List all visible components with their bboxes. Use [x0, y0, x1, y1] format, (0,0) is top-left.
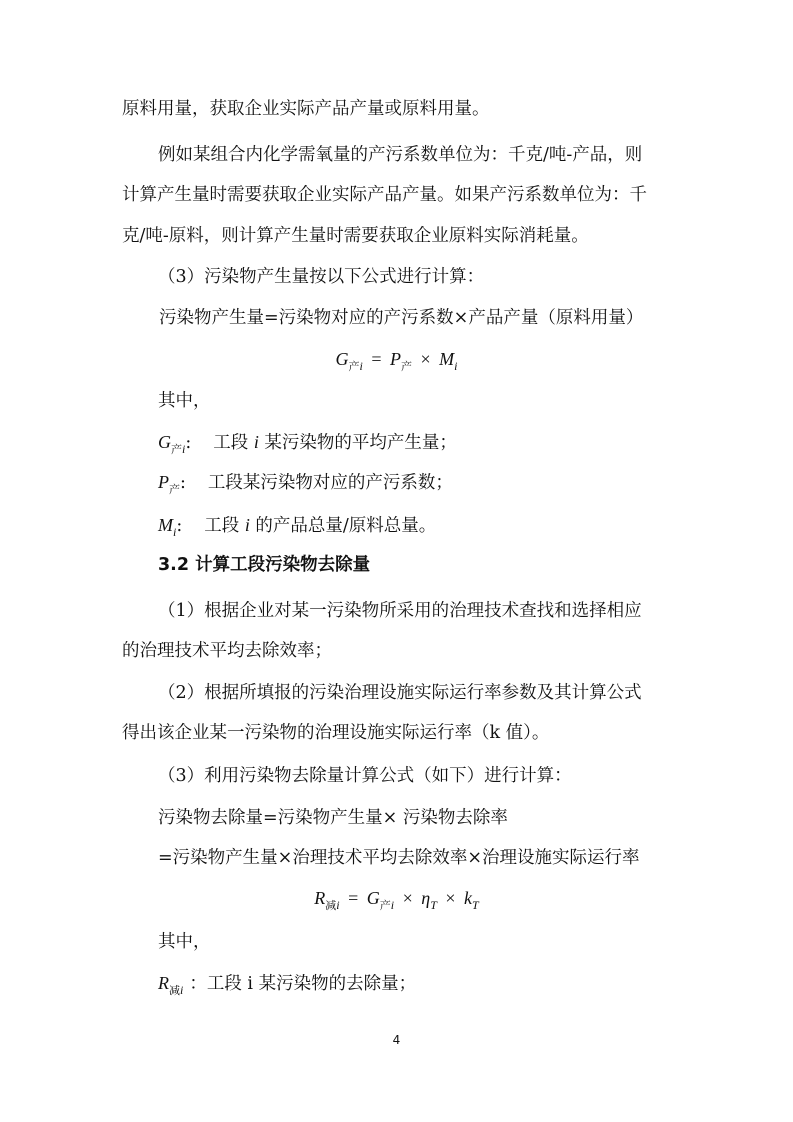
formula2-times-2: × — [445, 888, 456, 908]
definition-G — [0, 430, 793, 462]
def-R-symbol: R — [158, 973, 169, 993]
def-P-symbol: P — [158, 472, 169, 492]
where-label-1: 其中， — [158, 391, 211, 411]
formula2-R-sub: 减 — [325, 900, 337, 912]
def-P-sub: 产 — [169, 484, 180, 496]
def-G-text-b: 某污染物的平均产生量； — [258, 433, 457, 453]
paragraph-continuation: 原料用量，获取企业实际产品产量或原料用量。 — [122, 99, 490, 119]
def-M-text-i: i — [244, 515, 250, 535]
definition-R — [0, 971, 793, 1003]
formula1-G: G — [335, 349, 349, 369]
def-R-sub: 减 — [169, 985, 180, 997]
formula1-M: M — [439, 349, 455, 369]
example-line-3: 克/吨-原料，则计算产生量时需要获取企业原料实际消耗量。 — [122, 226, 589, 246]
formula1-P: P — [390, 349, 401, 369]
step3-title: （3）污染物产生量按以下公式进行计算： — [158, 267, 485, 287]
def-G-text-a: 工段 — [213, 433, 254, 453]
def-P-colon: : — [180, 473, 186, 493]
def-P-text: 工段某污染物对应的产污系数； — [207, 473, 453, 493]
def-R-i: i — [180, 983, 184, 997]
def-G-text-i: i — [253, 432, 259, 452]
step2-line-2: 得出该企业某一污染物的治理设施实际运行率（k 值）。 — [122, 723, 550, 743]
formula2-G-sub: 产 — [379, 900, 391, 912]
formula2-k: k — [464, 888, 473, 908]
def-G-symbol: G — [158, 432, 171, 452]
formula2 — [0, 886, 793, 918]
example-line-2: 计算产生量时需要获取企业实际产品产量。如果产污系数单位为：千 — [122, 185, 647, 205]
def-R-text: ：工段 i 某污染物的去除量； — [189, 974, 417, 994]
step1-line-1: （1）根据企业对某一污染物所采用的治理技术查找和选择相应 — [158, 601, 642, 621]
def-M-text-b: 的产品总量/原料总量。 — [249, 516, 437, 536]
formula2-i1: i — [336, 898, 340, 912]
formula2-R: R — [314, 888, 326, 908]
formula2-k-sub: T — [472, 898, 479, 912]
definition-P — [0, 470, 793, 502]
formula2-G: G — [366, 888, 380, 908]
def-M-symbol: M — [158, 515, 173, 535]
formula1-text: 污染物产生量=污染物对应的产污系数×产品产量（原料用量） — [159, 308, 644, 328]
formula1-i1: i — [359, 359, 363, 373]
formula1-i2: i — [454, 359, 458, 373]
step3b-title: （3）利用污染物去除量计算公式（如下）进行计算： — [158, 766, 572, 786]
section-heading: 3.2 计算工段污染物去除量 — [158, 555, 371, 575]
def-M-text-a: 工段 — [204, 516, 245, 536]
def-G-colon: : — [185, 433, 192, 453]
formula2-eta: η — [421, 888, 431, 908]
formula2-times-1: × — [402, 888, 413, 908]
formula1-times: × — [420, 349, 431, 369]
def-G-i: i — [182, 442, 186, 456]
def-M-i: i — [173, 525, 177, 539]
formula1-eq: = — [371, 349, 382, 369]
step2-line-1: （2）根据所填报的污染治理设施实际运行率参数及其计算公式 — [158, 683, 642, 703]
where-label-2: 其中， — [158, 932, 211, 952]
formula2-text-2: =污染物产生量×治理技术平均去除效率×治理设施实际运行率 — [158, 848, 640, 868]
definition-M — [0, 513, 793, 544]
formula2-i2: i — [390, 898, 395, 912]
def-M-colon: : — [176, 516, 183, 536]
formula2-eta-sub: T — [430, 898, 437, 912]
formula2-text-1: 污染物去除量=污染物产生量× 污染物去除率 — [158, 808, 508, 828]
step1-line-2: 的治理技术平均去除效率； — [122, 641, 332, 661]
formula1 — [0, 347, 793, 379]
formula2-eq: = — [348, 888, 359, 908]
def-G-sub: 产 — [171, 444, 182, 456]
formula1-G-sub: 产 — [348, 361, 360, 373]
formula1-P-sub: 产 — [401, 361, 412, 373]
example-line-1: 例如某组合内化学需氧量的产污系数单位为：千克/吨-产品，则 — [158, 145, 643, 165]
page-number: 4 — [392, 1033, 401, 1047]
